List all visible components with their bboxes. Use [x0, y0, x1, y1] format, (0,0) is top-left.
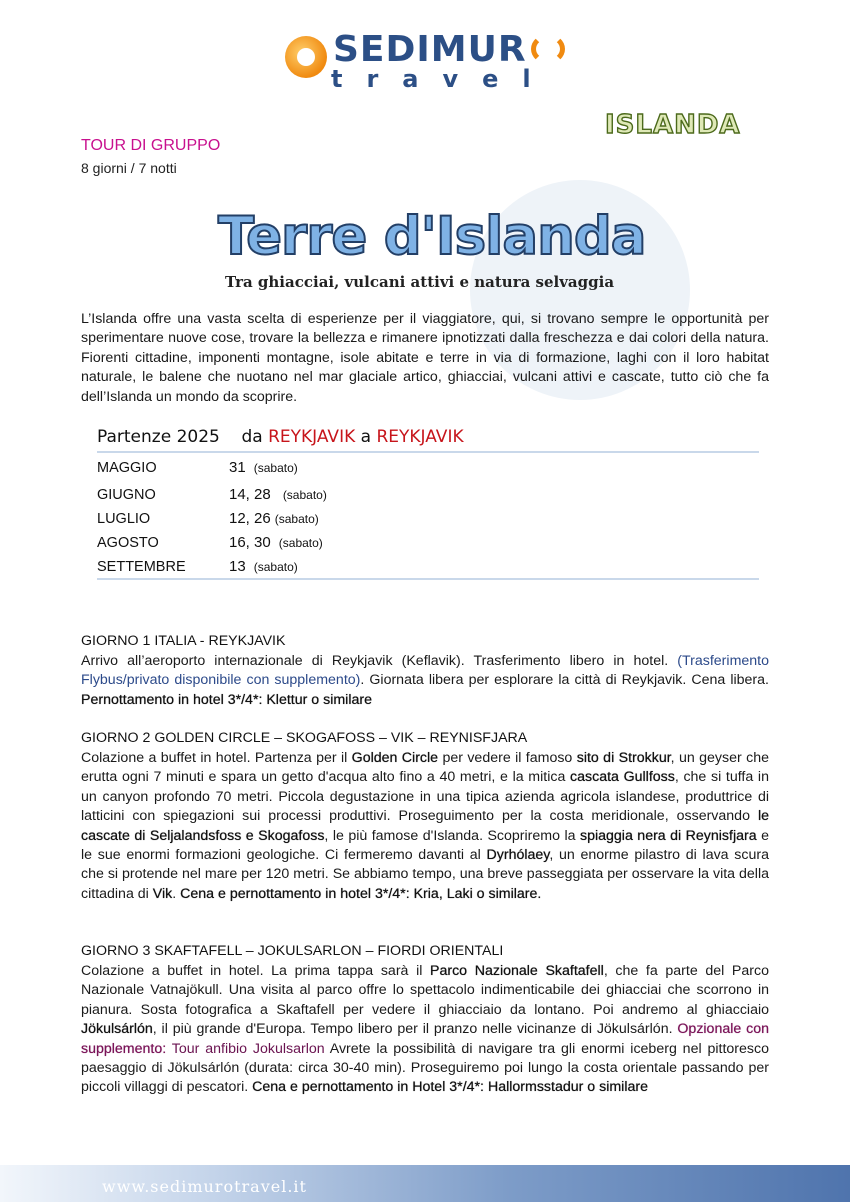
logo-subtitle: travel — [331, 65, 555, 93]
departure-dates: 16, 30 — [229, 534, 271, 551]
departure-row — [97, 558, 697, 575]
departures-to: REYKJAVIK — [376, 427, 464, 447]
day-1-text-part: . Giornata libera per esplorare la città di Reykjavik. Cena libera. — [360, 672, 769, 689]
day-2-title: GIORNO 2 GOLDEN CIRCLE – SKOGAFOSS – VIK – REYNISFJARA — [81, 730, 528, 746]
day-3-text-part: , che fa parte del Parco Nazionale Vatnajökull. Una visita al parco offre lo spettacolo indimenticabile dei ghiacciai che scorrono in pianura. Sosta fotografica a Skaftafell per vedere il ghiacciaio da lontano. Poi andremo al ghiacciaio — [81, 963, 769, 1018]
departure-row — [97, 486, 697, 503]
departure-note: (sabato) — [282, 488, 327, 502]
divider — [97, 578, 759, 580]
departures-label: Partenze 2025 — [97, 427, 220, 447]
day-2-text-part: Colazione a buffet in hotel. Partenza per il — [81, 750, 352, 766]
day-3-optional-tour: Tour anfibio Jokulsarlon — [166, 1040, 325, 1057]
day-3-title: GIORNO 3 SKAFTAFELL – JOKULSARLON – FIORDI ORIENTALI — [81, 943, 504, 959]
departures-heading — [97, 427, 464, 447]
day-3-highlight: Parco Nazionale Skaftafell — [430, 963, 604, 979]
day-2-text-part: per vedere il famoso — [438, 750, 577, 766]
day-3-text-part: Colazione a buffet in hotel. La prima tappa sarà il — [81, 963, 431, 979]
day-3-text-part: Avrete la possibilità di navigare tra gli enormi iceberg nel pittoresco paesaggio di Jökulsárlón (durata: circa 30-40 min). Proseguiremo poi lungo la costa orientale passando per piccoli villaggi di pescatori. — [81, 1040, 769, 1096]
departure-row — [97, 510, 697, 527]
tour-duration: 8 giorni / 7 notti — [81, 160, 177, 176]
day-1-hotel: Pernottamento in hotel 3*/4*: Klettur o similare — [81, 691, 372, 708]
departures-from-word: da — [241, 427, 263, 447]
day-2-highlight: spiaggia nera di Reynisfjara — [579, 827, 757, 844]
day-1-text-part: Arrivo all’aeroporto internazionale di Reykjavik (Keflavik). Trasferimento libero in hotel. — [81, 653, 678, 669]
departure-note: (sabato) — [274, 512, 319, 526]
departure-row — [97, 459, 697, 476]
intro-paragraph: L’Islanda offre una vasta scelta di esperienze per il viaggiatore, qui, si trovano sempre le opportunità per sperimentare nuove cose, trovare la bellezza e rimanere ipnotizzati dalla freschezza e dai colori della natura. Fiorenti cittadine, imponenti montagne, isole abitate e terre in via di formazione, laghi con il loro habitat naturale, le balene che nuotano nel mar glaciale artico, ghiacciai, vulcani attivi e cascate, tutto ciò che fa dell’Islanda un mondo da scoprire. — [81, 311, 769, 405]
day-2-text-part: , che si tuffa in un canyon profondo 70 metri. Piccola degustazione in una tipica azienda agricola islandese, produttrice di latticini con spiegazioni sui processi produttivi. Proseguimento per la costa meridionale, osservando — [81, 769, 769, 825]
day-2-text-part: , un geyser che erutta ogni 7 minuti e spara un getto d'acqua alto fino a 40 metri, e la mitica — [81, 750, 769, 786]
day-2-highlight: Dyrhólaey — [486, 847, 550, 864]
day-2-text-part: , le più famose d'Islanda. Scopriremo la — [324, 827, 580, 844]
day-2-text — [81, 749, 769, 904]
country-label: ISLANDA — [605, 110, 741, 140]
day-2-highlight: Golden Circle — [351, 750, 439, 766]
day-2-highlight: Vik — [152, 885, 173, 902]
departure-dates: 12, 26 — [229, 510, 271, 527]
globe-icon — [285, 36, 327, 78]
logo-wordmark: SEDIMUR — [333, 29, 527, 70]
departure-dates: 31 — [229, 459, 246, 476]
departure-note: (sabato) — [253, 461, 298, 475]
tour-type: TOUR DI GRUPPO — [81, 137, 221, 154]
departure-month: GIUGNO — [97, 487, 156, 503]
departure-month: LUGLIO — [97, 511, 151, 527]
page-subtitle: Tra ghiacciai, vulcani attivi e natura selvaggia — [225, 273, 615, 291]
day-1-transfer-note: (Trasferimento Flybus/privato disponibile con supplemento) — [81, 653, 769, 689]
departure-dates: 14, 28 — [229, 486, 271, 503]
departure-note: (sabato) — [253, 560, 298, 574]
day-2-text-part: . — [172, 885, 181, 902]
day-1-text — [81, 652, 769, 710]
departure-month: AGOSTO — [97, 535, 159, 551]
departure-dates: 13 — [229, 558, 246, 575]
day-3-optional-label: Opzionale con supplemento: — [81, 1021, 769, 1057]
logo-o-mark — [531, 34, 565, 64]
departure-month: SETTEMBRE — [97, 559, 186, 575]
day-2-hotel: Cena e pernottamento in hotel 3*/4*: Kria, Laki o similare. — [180, 885, 542, 902]
departure-row — [97, 534, 697, 551]
day-3-text — [81, 962, 769, 1098]
day-3-highlight: Jökulsárlón — [81, 1021, 153, 1038]
day-2-highlight: cascata Gullfoss — [570, 769, 675, 786]
page-title: Terre d'Islanda — [218, 206, 646, 267]
day-2-text-part: , un enorme pilastro di lava scura che si protende nel mare per 120 metri. Se abbiamo tempo, una breve passeggiata per osservare la vita della cittadina di — [81, 847, 769, 902]
day-3-hotel: Cena e pernottamento in Hotel 3*/4*: Hallormsstadur o similare — [252, 1079, 648, 1096]
day-2-highlight: sito di Strokkur — [576, 750, 671, 766]
footer-website-link[interactable]: www.sedimurotravel.it — [102, 1177, 307, 1196]
departure-month: MAGGIO — [97, 460, 157, 476]
company-logo — [285, 30, 585, 92]
day-1-title: GIORNO 1 ITALIA - REYKJAVIK — [81, 633, 286, 649]
departures-from: REYKJAVIK — [268, 427, 356, 447]
divider — [97, 451, 759, 453]
departures-to-word: a — [360, 427, 372, 447]
day-3-text-part: , il più grande d'Europa. Tempo libero per il pranzo nelle vicinanze di Jökulsárlón. — [152, 1021, 678, 1038]
day-2-highlight: le cascate di Seljalandsfoss e Skogafoss — [81, 808, 769, 844]
day-2-text-part: e le sue enormi formazioni geologiche. Ci fermeremo davanti al — [81, 827, 769, 864]
departure-note: (sabato) — [278, 536, 323, 550]
